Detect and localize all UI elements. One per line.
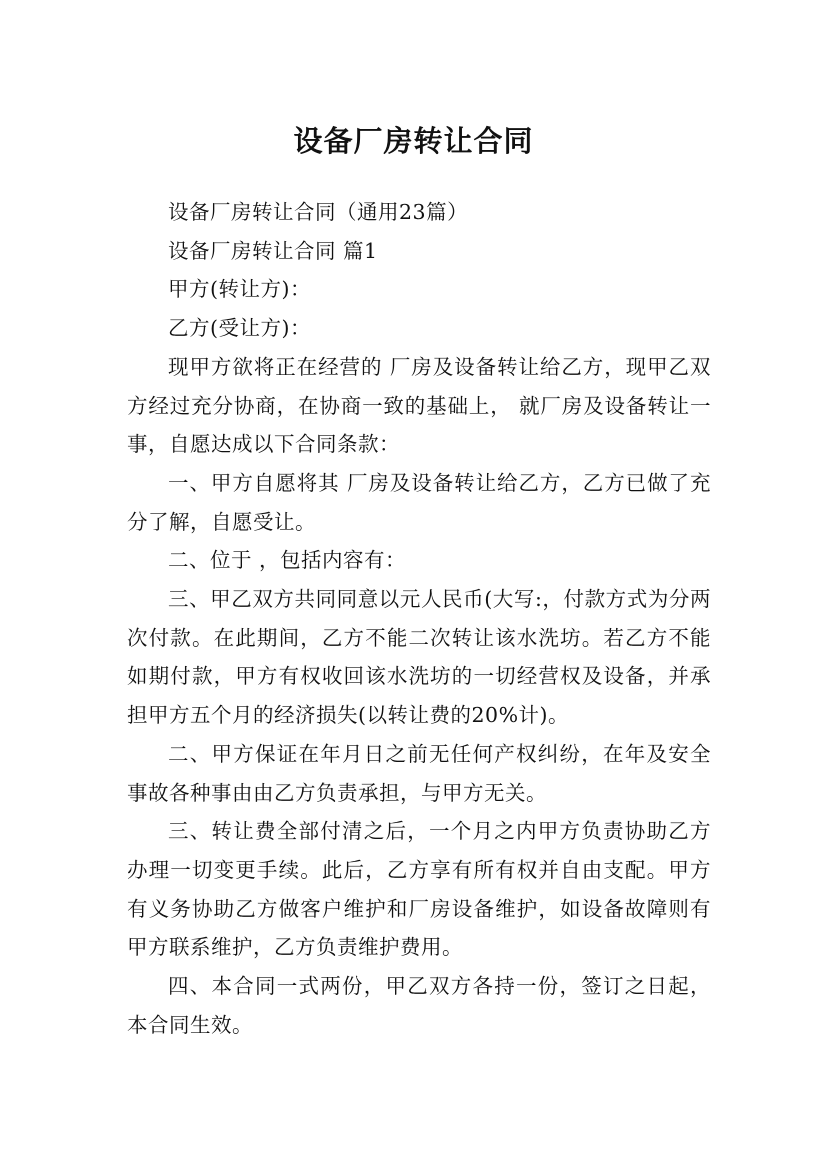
- paragraph-clause-3: 三、甲乙双方共同同意以元人民币(大写:，付款方式为分两次付款。在此期间，乙方不能二次转让该水洗坊。若乙方不能如期付款，甲方有权收回该水洗坊的一切经营权及设备，并承担甲方五个月的经济损失(以转让费的20%计)。: [127, 587, 711, 728]
- paragraph-preamble: 现甲方欲将正在经营的 厂房及设备转让给乙方，现甲乙双方经过充分协商，在协商一致的基础上， 就厂房及设备转让一事，自愿达成以下合同条款：: [127, 354, 711, 457]
- document-body: [127, 193, 711, 1044]
- paragraph-clause-4: 四、本合同一式两份，甲乙双方各持一份，签订之日起，本合同生效。: [127, 974, 711, 1037]
- paragraph-section-heading: 设备厂房转让合同 篇1: [168, 238, 378, 263]
- paragraph-clause-1: 一、甲方自愿将其 厂房及设备转让给乙方，乙方已做了充分了解，自愿受让。: [127, 470, 711, 534]
- paragraph-clause-3b: 三、转让费全部付清之后，一个月之内甲方负责协助乙方办理一切变更手续。此后，乙方享有所有权并自由支配。甲方有义务协助乙方做客户维护和厂房设备维护，如设备故障则有甲方联系维护，乙方负责维护费用。: [127, 819, 711, 960]
- paragraph-subtitle: 设备厂房转让合同（通用23篇）: [168, 200, 469, 224]
- paragraph-clause-2b: 二、甲方保证在年月日之前无任何产权纠纷，在年及安全事故各种事由由乙方负责承担，与甲方无关。: [127, 741, 711, 805]
- document-title: 设备厂房转让合同: [293, 124, 534, 159]
- paragraph-clause-2: 二、位于 ，包括内容有：: [168, 548, 407, 573]
- paragraph-party-b: 乙方(受让方)：: [168, 316, 311, 341]
- paragraph-party-a: 甲方(转让方)：: [168, 277, 311, 302]
